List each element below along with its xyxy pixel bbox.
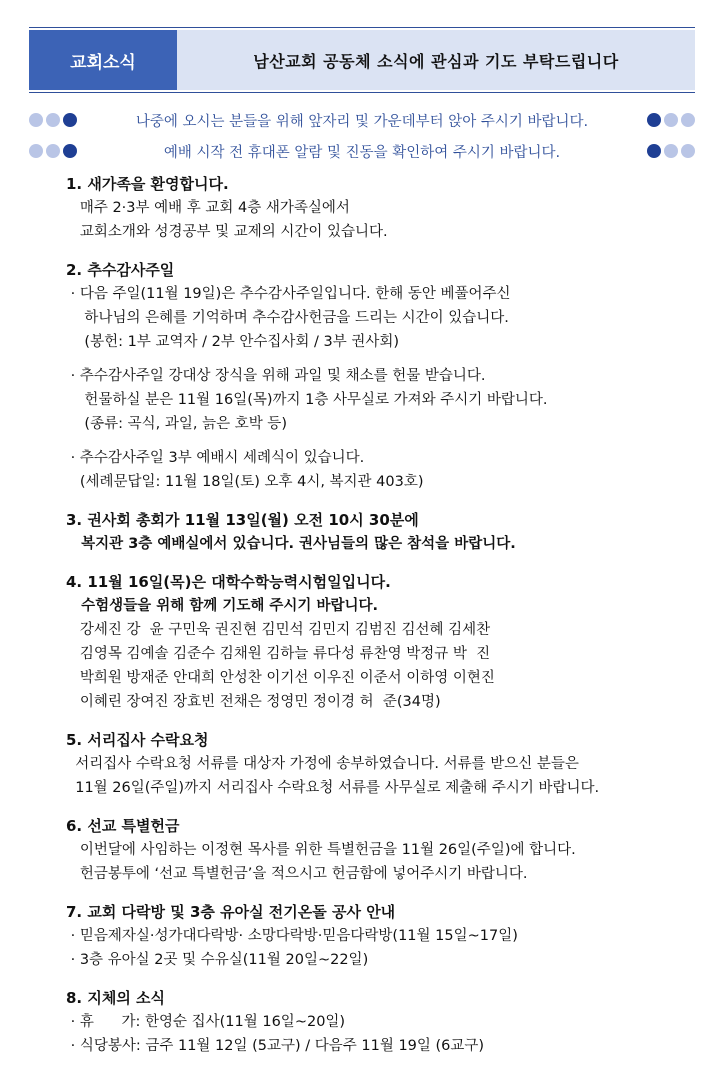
news-line: 헌물하실 분은 11월 16일(목)까지 1층 사무실로 가져와 주시기 바랍니다. bbox=[66, 392, 548, 408]
header-top-rule bbox=[29, 27, 695, 28]
news-item-5 bbox=[66, 728, 696, 800]
news-item-title: 6. 선교 특별헌금 bbox=[66, 817, 180, 835]
notice-row-2 bbox=[29, 139, 695, 163]
news-item-1 bbox=[66, 172, 696, 244]
news-item-2 bbox=[66, 258, 696, 494]
news-line: (세례문답일: 11월 18일(토) 오후 4시, 복지관 403호) bbox=[66, 474, 424, 490]
news-item-title: 7. 교회 다락방 및 3층 유아실 전기온돌 공사 안내 bbox=[66, 903, 396, 921]
news-item-4 bbox=[66, 570, 696, 714]
news-item-title: 8. 지체의 소식 bbox=[66, 989, 166, 1007]
news-line: · 다음 주일(11월 19일)은 추수감사주일입니다. 한해 동안 베풀어주신 bbox=[66, 286, 511, 302]
news-item-3 bbox=[66, 508, 696, 556]
news-line: · 식당봉사: 금주 11월 12일 (5교구) / 다음주 11월 19일 (6교구) bbox=[66, 1038, 485, 1054]
news-line: · 3층 유아실 2곳 및 수유실(11월 20일~22일) bbox=[66, 952, 369, 968]
news-item-6 bbox=[66, 814, 696, 886]
news-item-8 bbox=[66, 986, 696, 1058]
news-content bbox=[66, 172, 696, 1072]
news-line: 서리집사 수락요청 서류를 대상자 가정에 송부하였습니다. 서류를 받으신 분들은 bbox=[66, 756, 579, 772]
bullet-dots-icon bbox=[645, 113, 695, 127]
news-line: 11월 26일(주일)까지 서리집사 수락요청 서류를 사무실로 제출해 주시기 바랍니다. bbox=[66, 780, 600, 796]
news-line: · 추수감사주일 3부 예배시 세례식이 있습니다. bbox=[66, 450, 365, 466]
news-line: · 추수감사주일 강대상 장식을 위해 과일 및 채소를 헌물 받습니다. bbox=[66, 368, 486, 384]
section-tag: 교회소식 bbox=[29, 30, 177, 90]
notice-text: 나중에 오시는 분들을 위해 앞자리 및 가운데부터 앉아 주시기 바랍니다. bbox=[135, 113, 589, 130]
news-line: (종류: 곡식, 과일, 늙은 호박 등) bbox=[66, 416, 287, 432]
news-line: 수험생들을 위해 함께 기도해 주시기 바랍니다. bbox=[66, 598, 379, 614]
bullet-dots-icon bbox=[645, 144, 695, 158]
news-item-title: 5. 서리집사 수락요청 bbox=[66, 731, 209, 749]
page-title: 남산교회 공동체 소식에 관심과 기도 부탁드립니다 bbox=[177, 30, 695, 90]
news-item-title: 1. 새가족을 환영합니다. bbox=[66, 175, 229, 193]
news-line: 이번달에 사임하는 이정현 목사를 위한 특별헌금을 11월 26일(주일)에 합니다. bbox=[66, 842, 576, 858]
student-names-line: 이혜린 장여진 장효빈 전채은 정영민 정이경 허 준(34명) bbox=[66, 694, 441, 710]
bullet-dots-icon bbox=[29, 144, 79, 158]
student-names-line: 박희원 방재준 안대희 안성찬 이기선 이우진 이준서 이하영 이현진 bbox=[66, 670, 495, 686]
news-line: 헌금봉투에 ‘선교 특별헌금’을 적으시고 헌금함에 넣어주시기 바랍니다. bbox=[66, 866, 528, 882]
news-item-title: 3. 권사회 총회가 11월 13일(월) 오전 10시 30분에 bbox=[66, 511, 419, 529]
notice-row-1 bbox=[29, 108, 695, 132]
news-line: 매주 2·3부 예배 후 교회 4층 새가족실에서 bbox=[66, 200, 350, 216]
news-item-title: 2. 추수감사주일 bbox=[66, 261, 175, 279]
news-item-title: 4. 11월 16일(목)은 대학수학능력시험일입니다. bbox=[66, 573, 391, 591]
news-line: 복지관 3층 예배실에서 있습니다. 권사님들의 많은 참석을 바랍니다. bbox=[66, 536, 516, 552]
news-line: 하나님의 은혜를 기억하며 추수감사헌금을 드리는 시간이 있습니다. bbox=[66, 310, 509, 326]
notice-text: 예배 시작 전 휴대폰 알람 및 진동을 확인하여 주시기 바랍니다. bbox=[163, 144, 561, 161]
page-header bbox=[29, 30, 695, 90]
student-names-line: 김영목 김예솔 김준수 김채원 김하늘 류다성 류찬영 박정규 박 진 bbox=[66, 646, 491, 662]
bullet-dots-icon bbox=[29, 113, 79, 127]
news-item-7 bbox=[66, 900, 696, 972]
news-line: · 믿음제자실·성가대다락방· 소망다락방·믿음다락방(11월 15일~17일) bbox=[66, 928, 518, 944]
header-bottom-rule bbox=[29, 92, 695, 93]
news-line: (봉헌: 1부 교역자 / 2부 안수집사회 / 3부 권사회) bbox=[66, 334, 400, 350]
news-line: 교회소개와 성경공부 및 교제의 시간이 있습니다. bbox=[66, 224, 388, 240]
student-names-line: 강세진 강 윤 구민욱 권진현 김민석 김민지 김범진 김선혜 김세찬 bbox=[66, 622, 491, 638]
news-line: · 휴 가: 한영순 집사(11월 16일~20일) bbox=[66, 1014, 346, 1030]
